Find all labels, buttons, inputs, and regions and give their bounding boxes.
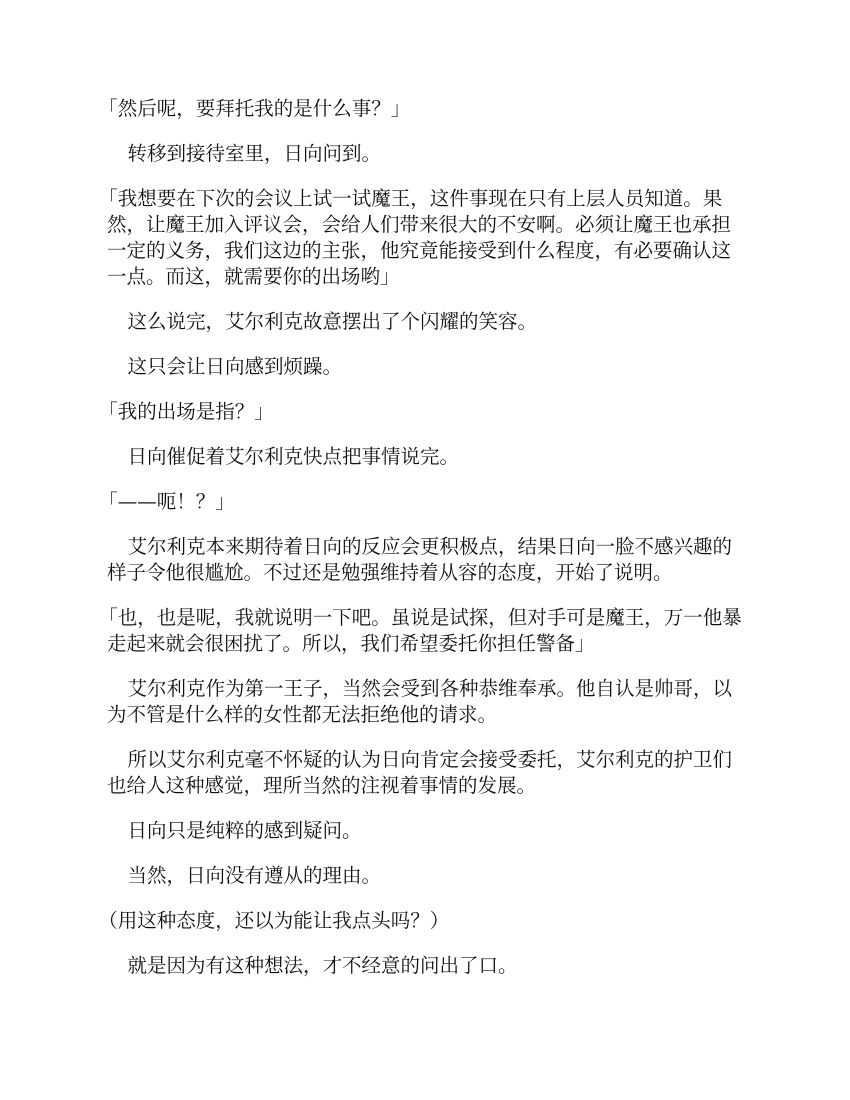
narration-paragraph: 转移到接待室里，日向问到。 bbox=[127, 142, 381, 165]
narration-paragraph: 日向只是纯粹的感到疑问。 bbox=[127, 819, 362, 842]
narration-paragraph: 就是因为有这种想法，才不经意的问出了口。 bbox=[127, 954, 518, 977]
narration-paragraph: 这么说完，艾尔利克故意摆出了个闪耀的笑容。 bbox=[127, 310, 537, 333]
narration-paragraph: 这只会让日向感到烦躁。 bbox=[127, 355, 342, 378]
narration-paragraph: 日向催促着艾尔利克快点把事情说完。 bbox=[127, 445, 459, 468]
narration-paragraph: 所以艾尔利克毫不怀疑的认为日向肯定会接受委托，艾尔利克的护卫们也给人这种感觉，理所当然的注视着事情的发展。 bbox=[107, 748, 732, 797]
dialogue-paragraph: 「我想要在下次的会议上试一试魔王，这件事现在只有上层人员知道。果然，让魔王加入评议会，会给人们带来很大的不安啊。必须让魔王也承担一定的义务，我们这边的主张，他究竟能接受到什么程度，有必要确认这一点。而这，就需要你的出场哟」 bbox=[98, 187, 732, 288]
document-page bbox=[98, 96, 747, 998]
dialogue-paragraph: 「也，也是呢，我就说明一下吧。虽说是试探，但对手可是魔王，万一他暴走起来就会很困扰了。所以，我们希望委托你担任警备」 bbox=[98, 606, 742, 655]
dialogue-paragraph: 「——呃！？」 bbox=[98, 490, 235, 513]
narration-paragraph: 当然，日向没有遵从的理由。 bbox=[127, 864, 381, 887]
dialogue-paragraph: 「然后呢，要拜托我的是什么事？」 bbox=[98, 97, 411, 120]
thought-paragraph: （用这种态度，还以为能让我点头吗？） bbox=[98, 909, 450, 932]
dialogue-paragraph: 「我的出场是指？」 bbox=[98, 400, 274, 423]
narration-paragraph: 艾尔利克作为第一王子，当然会受到各种恭维奉承。他自认是帅哥，以为不管是什么样的女性都无法拒绝他的请求。 bbox=[107, 677, 732, 726]
narration-paragraph: 艾尔利克本来期待着日向的反应会更积极点，结果日向一脸不感兴趣的样子令他很尴尬。不过还是勉强维持着从容的态度，开始了说明。 bbox=[107, 535, 732, 584]
